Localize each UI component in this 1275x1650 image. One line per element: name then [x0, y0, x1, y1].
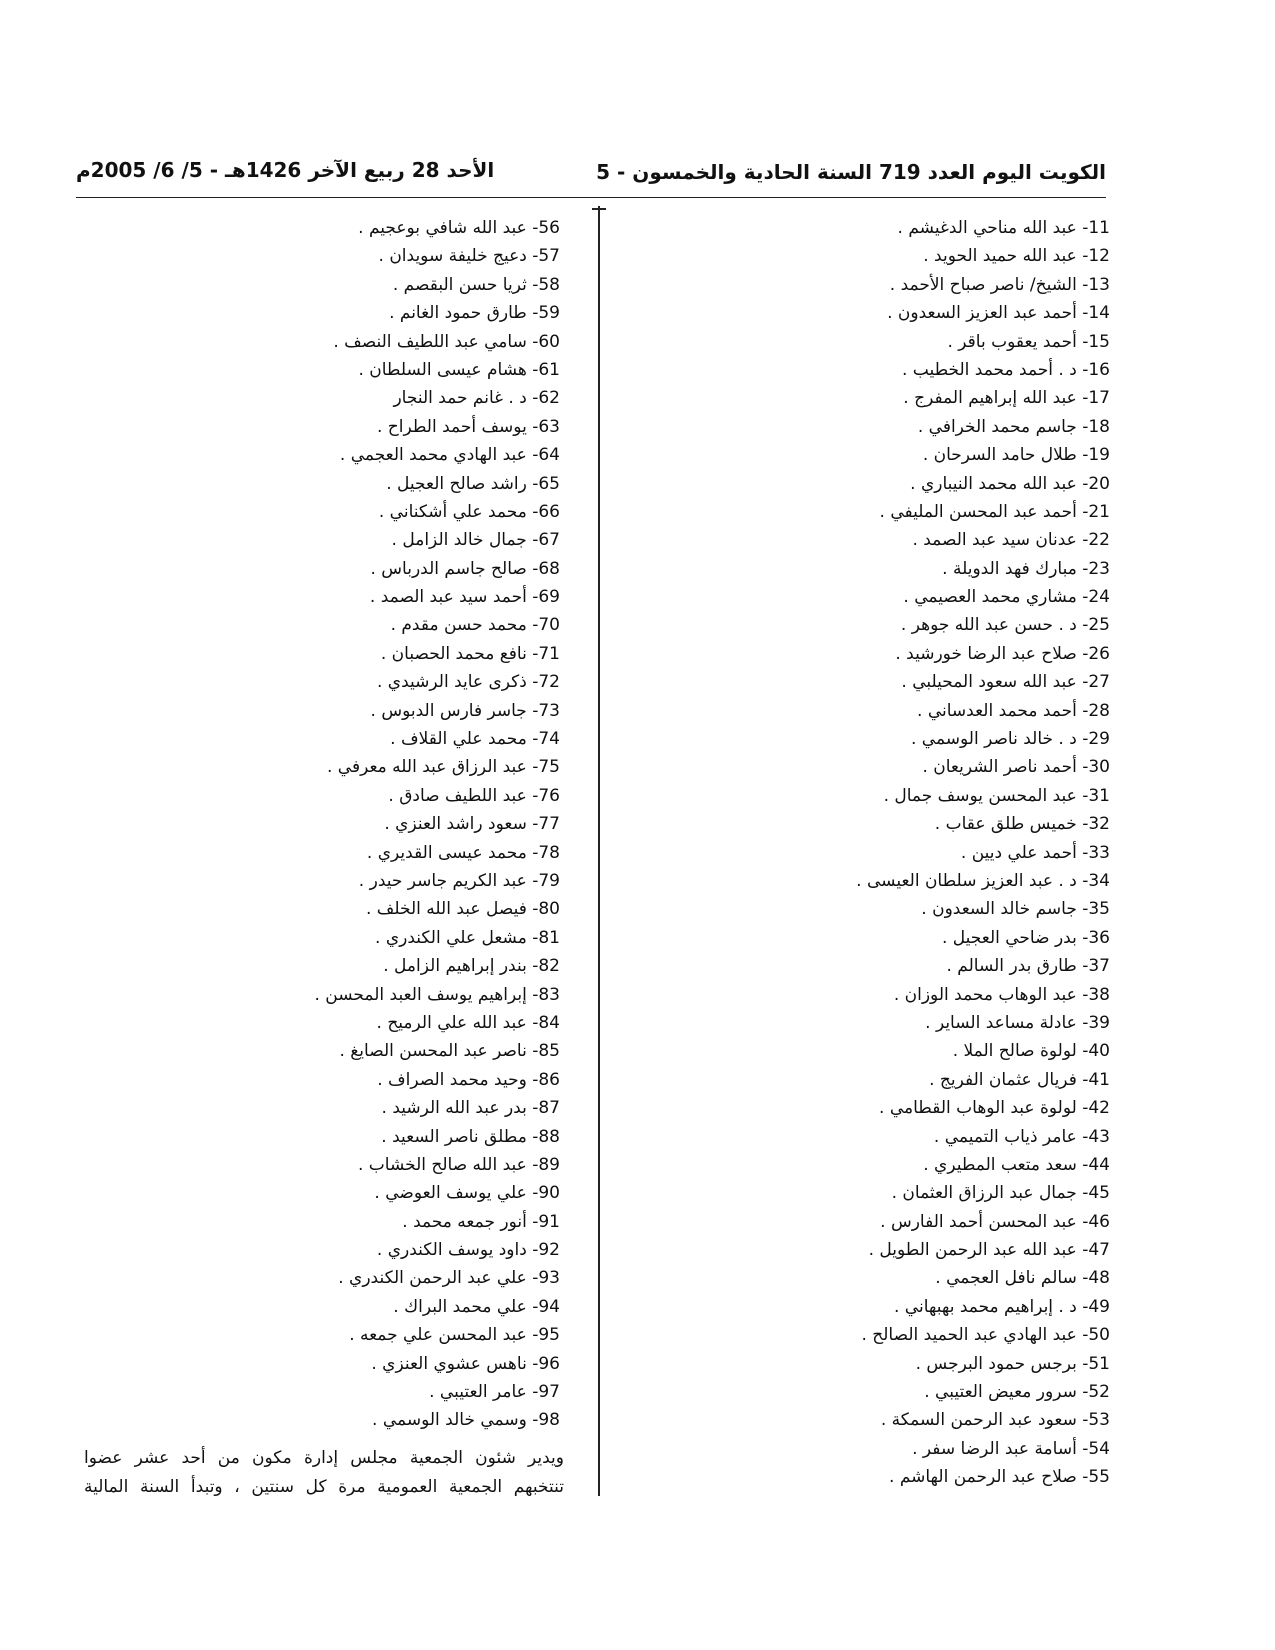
member-entry: 15- أحمد يعقوب باقر . — [947, 331, 1110, 352]
member-entry: 98- وسمي خالد الوسمي . — [372, 1410, 560, 1431]
member-entry: 58- ثريا حسن البقصم . — [392, 274, 560, 295]
member-entry: 96- ناهس عشوي العنزي . — [371, 1353, 560, 1374]
member-entry: 38- عبد الوهاب محمد الوزان . — [893, 984, 1110, 1005]
member-entry: 26- صلاح عبد الرضا خورشيد . — [895, 643, 1110, 664]
member-entry: 40- لولوة صالح الملا . — [952, 1041, 1110, 1062]
member-entry: 94- علي محمد البراك . — [393, 1296, 560, 1317]
member-entry: 22- عدنان سيد عبد الصمد . — [912, 530, 1110, 551]
member-entry: 32- خميس طلق عقاب . — [934, 814, 1110, 835]
member-entry: 48- سالم نافل العجمي . — [935, 1268, 1110, 1289]
member-entry: 75- عبد الرزاق عبد الله معرفي . — [326, 757, 560, 778]
member-entry: 50- عبد الهادي عبد الحميد الصالح . — [861, 1325, 1110, 1346]
paragraph-line: ويدير شئون الجمعية مجلس إدارة مكون من أحد عشر عضوا — [84, 1448, 564, 1468]
member-entry: 66- محمد علي أشكناني . — [378, 501, 560, 522]
member-entry: 74- محمد علي القلاف . — [390, 729, 560, 750]
column-divider — [598, 206, 600, 1496]
member-entry: 62- د . غانم حمد النجار — [393, 388, 560, 409]
member-entry: 78- محمد عيسى القديري . — [366, 842, 560, 863]
member-entry: 28- أحمد محمد العدساني . — [917, 700, 1110, 721]
member-entry: 41- فريال عثمان الفريج . — [929, 1069, 1110, 1090]
member-entry: 90- علي يوسف العوضي . — [374, 1183, 560, 1204]
member-entry: 63- يوسف أحمد الطراح . — [376, 416, 560, 437]
member-entry: 39- عادلة مساعد الساير . — [925, 1012, 1110, 1033]
member-entry: 79- عبد الكريم جاسر حيدر . — [358, 870, 560, 891]
member-entry: 59- طارق حمود الغانم . — [389, 303, 560, 324]
member-entry: 21- أحمد عبد المحسن المليفي . — [879, 501, 1110, 522]
header-rule — [76, 197, 1106, 198]
member-entry: 65- راشد صالح العجيل . — [386, 473, 560, 494]
member-entry: 53- سعود عبد الرحمن السمكة . — [880, 1410, 1110, 1431]
member-entry: 51- برجس حمود البرجس . — [915, 1353, 1110, 1374]
members-list-left — [90, 214, 560, 1435]
member-entry: 25- د . حسن عبد الله جوهر . — [900, 615, 1110, 636]
member-entry: 52- سرور معيض العتيبي . — [924, 1382, 1110, 1403]
member-entry: 57- دعيج خليفة سويدان . — [378, 246, 560, 267]
member-entry: 20- عبد الله محمد النيباري . — [910, 473, 1110, 494]
member-entry: 71- نافع محمد الحصبان . — [380, 643, 560, 664]
member-entry: 91- أنور جمعه محمد . — [402, 1211, 560, 1232]
member-entry: 16- د . أحمد محمد الخطيب . — [901, 359, 1110, 380]
member-entry: 89- عبد الله صالح الخشاب . — [357, 1154, 560, 1175]
member-entry: 14- أحمد عبد العزيز السعدون . — [887, 303, 1110, 324]
member-entry: 73- جاسر فارس الدبوس . — [370, 700, 560, 721]
member-entry: 34- د . عبد العزيز سلطان العيسى . — [856, 870, 1110, 891]
member-entry: 47- عبد الله عبد الرحمن الطويل . — [868, 1240, 1110, 1261]
member-entry: 87- بدر عبد الله الرشيد . — [381, 1098, 560, 1119]
member-entry: 67- جمال خالد الزامل . — [391, 530, 560, 551]
member-entry: 56- عبد الله شافي بوعجيم . — [358, 218, 560, 238]
member-entry: 37- طارق بدر السالم . — [946, 956, 1110, 977]
member-entry: 33- أحمد علي ديين . — [960, 842, 1110, 863]
member-entry: 86- وحيد محمد الصراف . — [377, 1069, 560, 1090]
member-entry: 77- سعود راشد العنزي . — [384, 814, 560, 835]
member-entry: 44- سعد متعب المطيري . — [923, 1154, 1110, 1175]
member-entry: 83- إبراهيم يوسف العبد المحسن . — [314, 984, 560, 1005]
member-entry: 95- عبد المحسن علي جمعه . — [349, 1325, 560, 1346]
member-entry: 30- أحمد ناصر الشريعان . — [922, 757, 1110, 778]
member-entry: 80- فيصل عبد الله الخلف . — [365, 899, 560, 920]
member-entry: 43- عامر ذياب التميمي . — [933, 1126, 1110, 1147]
member-entry: 31- عبد المحسن يوسف جمال . — [883, 785, 1110, 806]
member-entry: 23- مبارك فهد الدويلة . — [942, 558, 1110, 579]
member-entry: 55- صلاح عبد الرحمن الهاشم . — [889, 1467, 1110, 1488]
board-paragraph — [84, 1444, 564, 1501]
member-entry: 46- عبد المحسن أحمد الفارس . — [880, 1211, 1110, 1232]
member-entry: 36- بدر ضاحي العجيل . — [941, 927, 1110, 948]
member-entry: 29- د . خالد ناصر الوسمي . — [910, 729, 1110, 750]
member-entry: 13- الشيخ/ ناصر صباح الأحمد . — [889, 274, 1110, 295]
paragraph-line: تنتخبهم الجمعية العمومية مرة كل سنتين ، وتبدأ السنة المالية — [84, 1476, 564, 1497]
member-entry: 72- ذكرى عايد الرشيدي . — [376, 672, 560, 693]
header-date: الأحد 28 ربيع الآخر 1426هـ - 5/ 6/ 2005م — [76, 158, 495, 182]
member-entry: 18- جاسم محمد الخرافي . — [917, 416, 1110, 437]
member-entry: 84- عبد الله علي الرميح . — [376, 1012, 560, 1033]
member-entry: 45- جمال عبد الرزاق العثمان . — [891, 1183, 1110, 1204]
member-entry: 54- أسامة عبد الرضا سفر . — [912, 1438, 1110, 1459]
member-entry: 12- عبد الله حميد الحويد . — [923, 246, 1110, 267]
member-entry: 93- علي عبد الرحمن الكندري . — [338, 1268, 560, 1289]
member-entry: 82- بندر إبراهيم الزامل . — [383, 956, 560, 977]
member-entry: 68- صالح جاسم الدرباس . — [370, 558, 560, 579]
member-entry: 24- مشاري محمد العصيمي . — [903, 587, 1110, 608]
page-header — [76, 154, 1106, 192]
member-entry: 70- محمد حسن مقدم . — [390, 615, 560, 636]
member-entry: 19- طلال حامد السرحان . — [922, 445, 1110, 466]
member-entry: 69- أحمد سيد عبد الصمد . — [369, 587, 560, 608]
member-entry: 81- مشعل علي الكندري . — [375, 927, 560, 948]
member-entry: 49- د . إبراهيم محمد بهبهاني . — [894, 1296, 1110, 1317]
member-entry: 61- هشام عيسى السلطان . — [358, 359, 560, 380]
member-entry: 64- عبد الهادي محمد العجمي . — [339, 445, 560, 466]
member-entry: 35- جاسم خالد السعدون . — [921, 899, 1110, 920]
member-entry: 42- لولوة عبد الوهاب القطامي . — [879, 1098, 1110, 1119]
member-entry: 60- سامي عبد اللطيف النصف . — [333, 331, 560, 352]
column-divider-cap — [592, 208, 606, 210]
member-entry: 27- عبد الله سعود المحيلبي . — [901, 672, 1110, 693]
member-entry: 92- داود يوسف الكندري . — [376, 1240, 560, 1261]
member-entry: 85- ناصر عبد المحسن الصايغ . — [339, 1041, 560, 1062]
member-entry: 88- مطلق ناصر السعيد . — [381, 1126, 560, 1147]
member-entry: 17- عبد الله إبراهيم المفرج . — [903, 388, 1110, 409]
member-entry: 76- عبد اللطيف صادق . — [388, 785, 560, 806]
members-list-right — [680, 214, 1110, 1492]
header-issue-info: الكويت اليوم العدد 719 السنة الحادية والخمسون - 5 — [596, 160, 1106, 184]
member-entry: 97- عامر العتيبي . — [429, 1382, 560, 1403]
member-entry: 11- عبد الله مناحي الدغيشم . — [897, 218, 1110, 238]
